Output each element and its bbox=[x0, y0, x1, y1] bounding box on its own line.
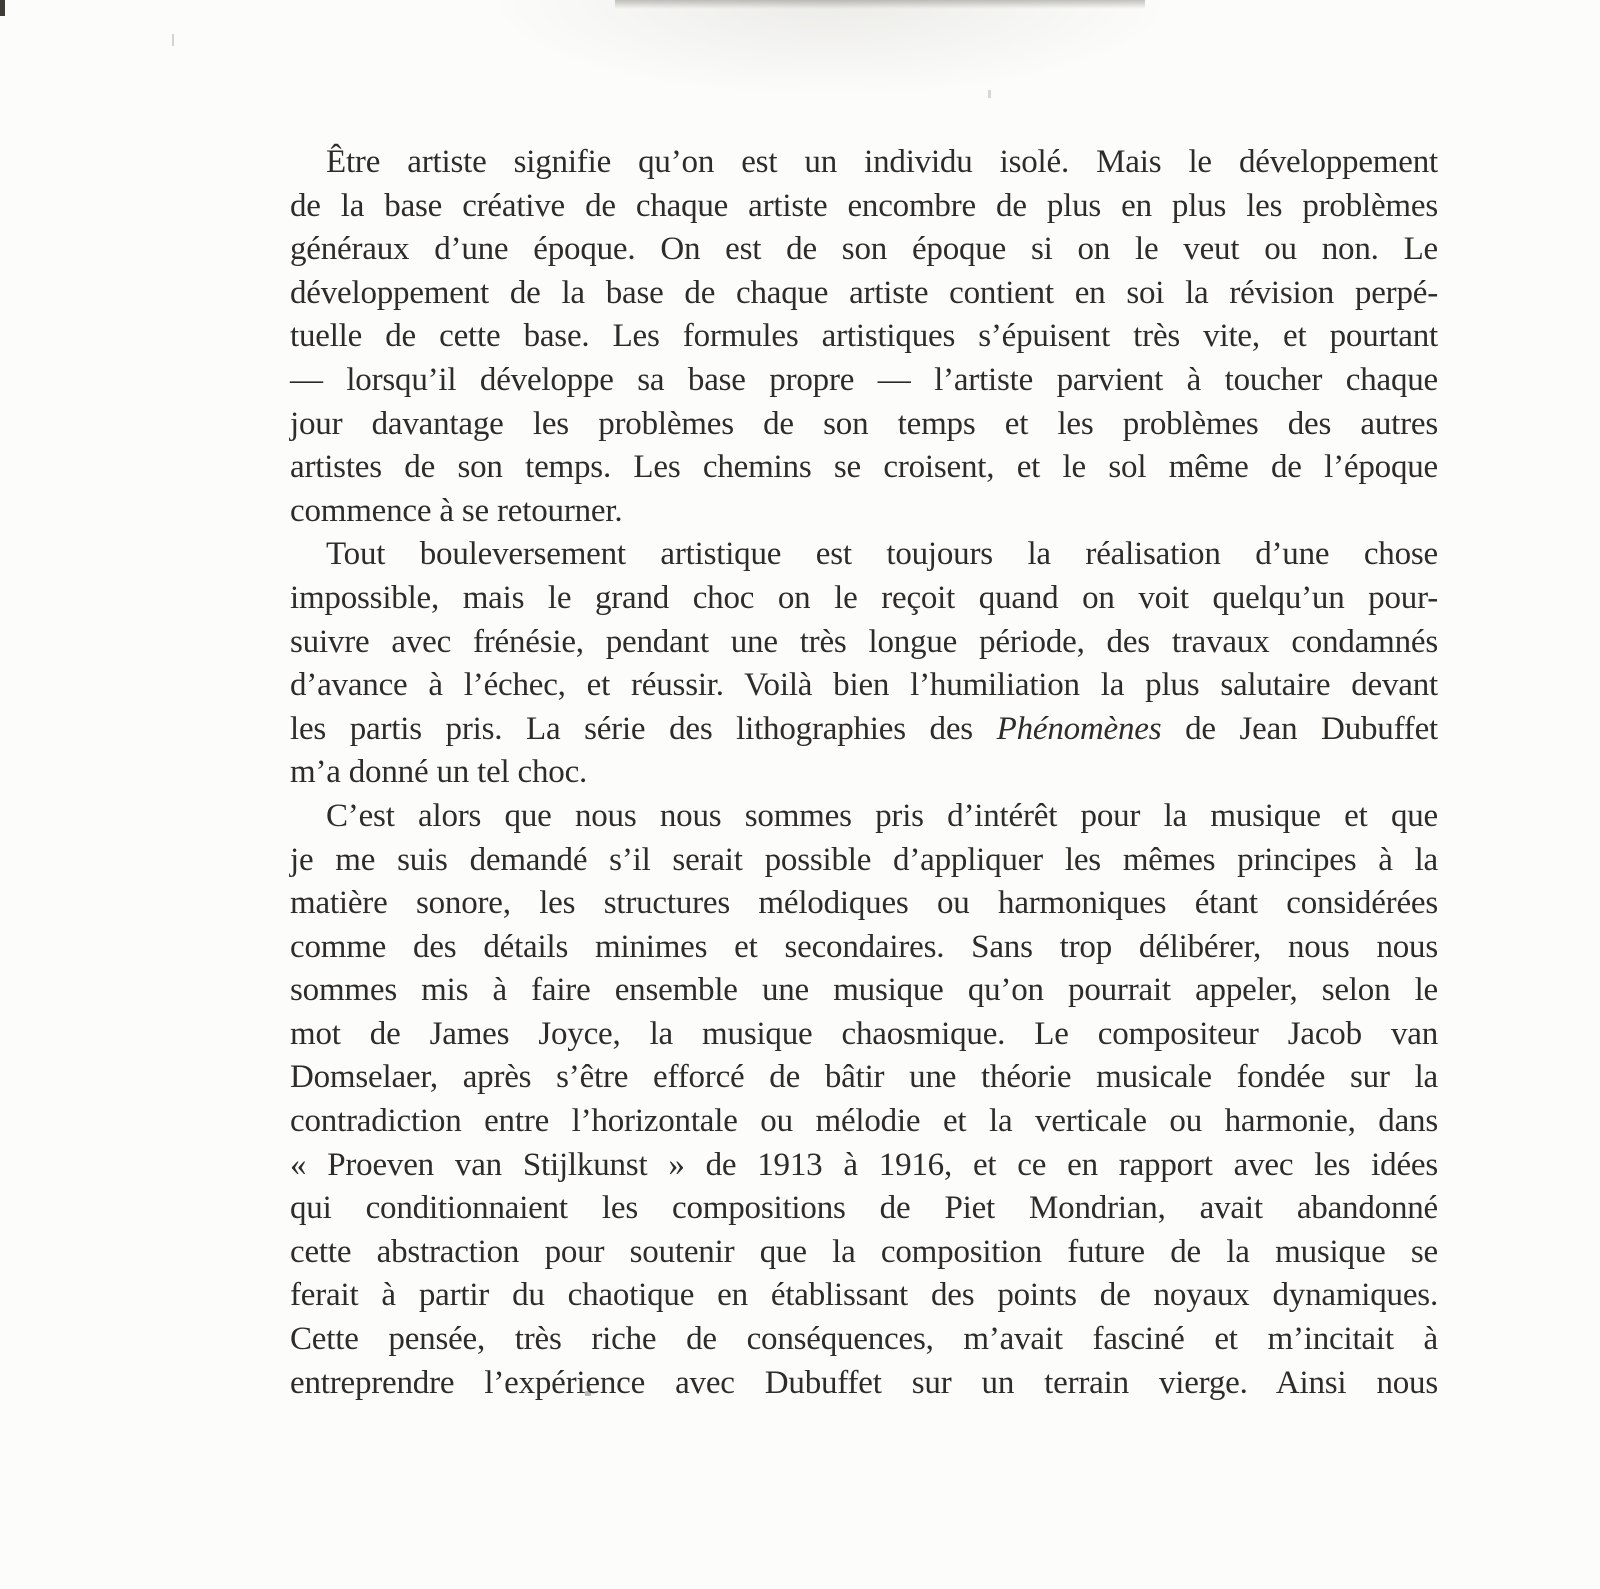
text-line: développement de la base de chaque artiste contient en soi la révision perpé- bbox=[290, 274, 1438, 311]
text-line: les partis pris. La série des lithographies des Phénomènes de Jean Dubuffet bbox=[290, 710, 1438, 747]
text-line: cette abstraction pour soutenir que la composition future de la musique se bbox=[290, 1233, 1438, 1270]
text-line: commence à se retourner. bbox=[290, 492, 623, 529]
scan-speck bbox=[172, 34, 174, 46]
text-line: contradiction entre l’horizontale ou mélodie et la verticale ou harmonie, dans bbox=[290, 1103, 1438, 1140]
italic-work-title: Phénomènes bbox=[996, 710, 1162, 747]
text-line: Tout bouleversement artistique est toujours la réalisation d’une chose bbox=[326, 536, 1438, 573]
text-line: je me suis demandé s’il serait possible d’appliquer les mêmes principes à la bbox=[290, 841, 1438, 878]
text-block bbox=[290, 141, 1438, 1405]
text-line: ferait à partir du chaotique en établissant des points de noyaux dynamiques. bbox=[290, 1277, 1438, 1314]
text-line: — lorsqu’il développe sa base propre — l’artiste parvient à toucher chaque bbox=[290, 361, 1438, 398]
text-line: artistes de son temps. Les chemins se croisent, et le sol même de l’époque bbox=[290, 449, 1438, 486]
text-line: sommes mis à faire ensemble une musique qu’on pourrait appeler, selon le bbox=[290, 972, 1438, 1009]
text-line: suivre avec frénésie, pendant une très longue période, des travaux condamnés bbox=[290, 623, 1438, 660]
paragraph-3 bbox=[290, 795, 1438, 1405]
text-line: tuelle de cette base. Les formules artistiques s’épuisent très vite, et pourtant bbox=[290, 318, 1438, 355]
scan-corner-mark bbox=[0, 0, 5, 16]
text-line: jour davantage les problèmes de son temps et les problèmes des autres bbox=[290, 405, 1438, 442]
paragraph-2 bbox=[290, 533, 1438, 795]
text-line: d’avance à l’échec, et réussir. Voilà bien l’humiliation la plus salutaire devant bbox=[290, 667, 1438, 704]
scan-edge-band bbox=[615, 0, 1145, 9]
scan-speck bbox=[988, 90, 991, 98]
text-line: Cette pensée, très riche de conséquences, m’avait fasciné et m’incitait à bbox=[290, 1321, 1438, 1358]
text-line: Domselaer, après s’être efforcé de bâtir une théorie musicale fondée sur la bbox=[290, 1059, 1438, 1096]
text-line: entreprendre l’expérience avec Dubuffet sur un terrain vierge. Ainsi nous bbox=[290, 1364, 1438, 1401]
text-line: comme des détails minimes et secondaires. Sans trop délibérer, nous nous bbox=[290, 928, 1438, 965]
text-line: généraux d’une époque. On est de son époque si on le veut ou non. Le bbox=[290, 231, 1438, 268]
text-line: « Proeven van Stijlkunst » de 1913 à 1916, et ce en rapport avec les idées bbox=[290, 1146, 1438, 1183]
text-line: Être artiste signifie qu’on est un individu isolé. Mais le développement bbox=[326, 144, 1438, 180]
text-line: qui conditionnaient les compositions de Piet Mondrian, avait abandonné bbox=[290, 1190, 1438, 1227]
text-line: C’est alors que nous nous sommes pris d’intérêt pour la musique et que bbox=[326, 797, 1438, 834]
text-line: m’a donné un tel choc. bbox=[290, 754, 588, 791]
text-line: impossible, mais le grand choc on le reçoit quand on voit quelqu’un pour- bbox=[290, 579, 1438, 616]
text-line: mot de James Joyce, la musique chaosmique. Le compositeur Jacob van bbox=[290, 1015, 1438, 1052]
scan-shadow-top bbox=[430, 0, 1200, 135]
text-line: de la base créative de chaque artiste encombre de plus en plus les problèmes bbox=[290, 187, 1438, 224]
text-line: matière sonore, les structures mélodiques ou harmoniques étant considérées bbox=[290, 885, 1438, 922]
paragraph-1 bbox=[290, 141, 1438, 533]
